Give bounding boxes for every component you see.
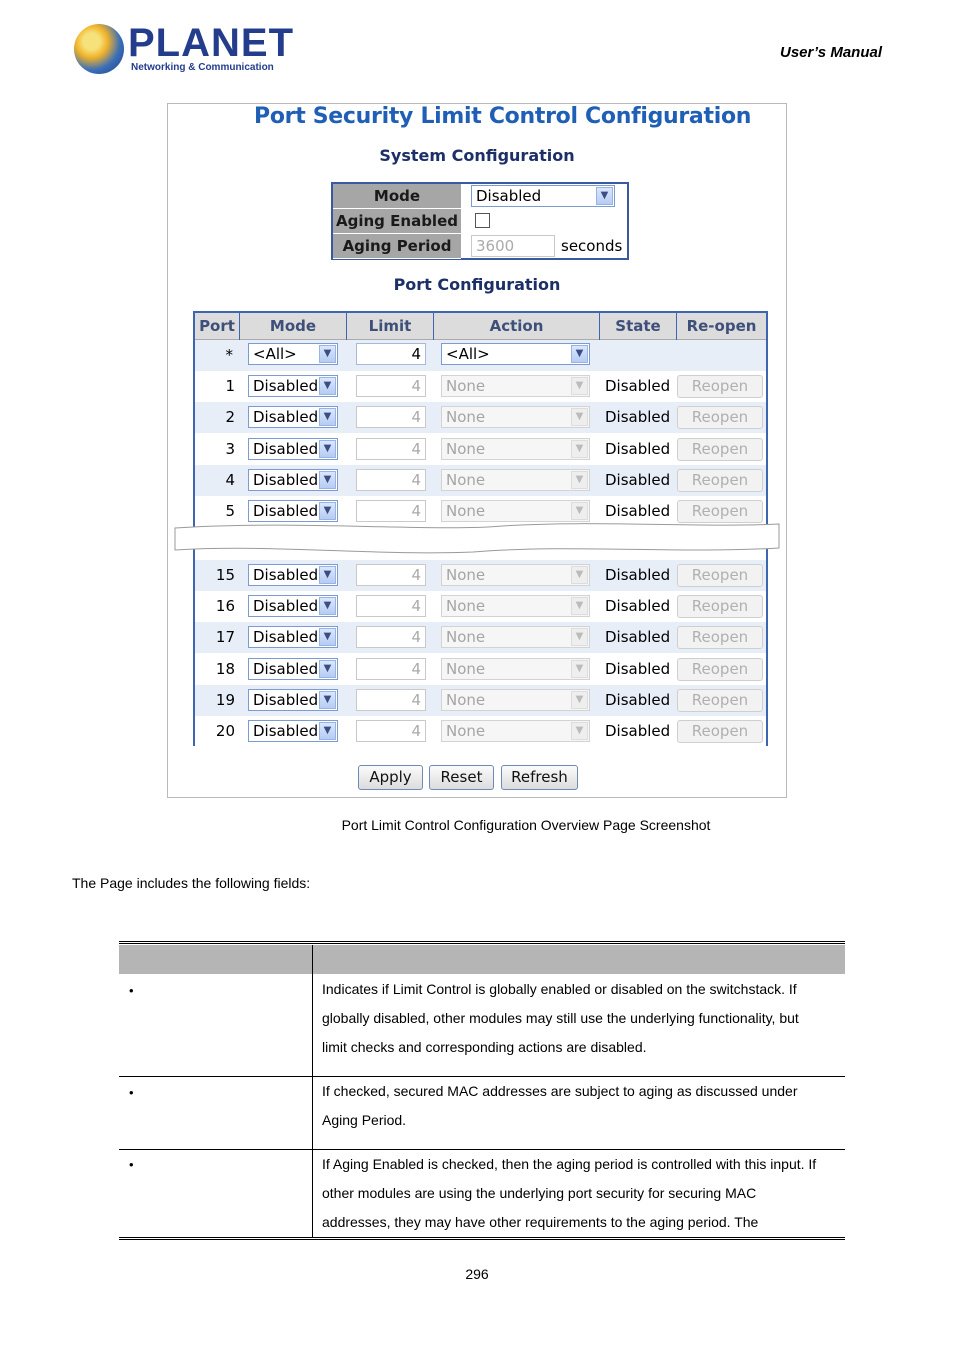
brand-name: PLANET [128,21,294,65]
col-port: Port [195,313,240,340]
field-description [322,1150,837,1237]
table-top-rule [119,941,845,944]
port-config-heading: Port Configuration [393,275,561,294]
mode-all-value: <All> [253,345,297,363]
chevron-down-icon: ▼ [571,377,588,395]
table-row [195,716,766,747]
table-row [195,591,766,622]
column-divider [312,945,313,1238]
port-number: 20 [215,722,235,740]
action-all-select[interactable] [441,343,590,365]
mode-select[interactable] [471,185,615,207]
mode-select[interactable] [248,406,338,428]
mode-all-select[interactable] [248,343,338,365]
mode-select-value: Disabled [253,597,319,615]
port-number: 2 [225,408,235,426]
chevron-down-icon: ▼ [319,660,336,678]
port-state: Disabled [605,628,671,646]
action-select[interactable] [441,626,590,648]
table-row [195,465,766,496]
chevron-down-icon: ▼ [319,597,336,615]
port-number: 18 [215,660,235,678]
chevron-down-icon: ▼ [319,628,336,646]
action-select[interactable] [441,595,590,617]
mode-select-value: Disabled [253,691,319,709]
chevron-down-icon: ▼ [319,566,336,584]
mode-select[interactable] [248,375,338,397]
col-action: Action [434,313,600,340]
mode-select[interactable] [248,564,338,586]
planet-logo [74,21,294,78]
reopen-button[interactable]: Reopen [677,438,763,461]
description-line: other modules are using the underlying port security for securing MAC [322,1185,757,1201]
limit-input[interactable]: 4 [356,658,426,680]
chevron-down-icon: ▼ [319,502,336,520]
description-line: Aging Period. [322,1112,407,1128]
limit-input[interactable]: 4 [356,469,426,491]
action-select[interactable] [441,406,590,428]
action-select-value: None [446,566,486,584]
mode-select[interactable] [248,500,338,522]
mode-select-value: Disabled [253,440,319,458]
action-select-value: None [446,660,486,678]
chevron-down-icon: ▼ [571,660,588,678]
chevron-down-icon: ▼ [571,628,588,646]
mode-select-value: Disabled [253,722,319,740]
limit-all-input[interactable]: 4 [356,343,426,365]
mode-select[interactable] [248,595,338,617]
port-number: 4 [225,471,235,489]
reopen-button[interactable]: Reopen [677,626,763,649]
aging-period-unit: seconds [561,237,623,255]
reopen-button[interactable]: Reopen [677,406,763,429]
aging-period-input[interactable]: 3600 [471,235,555,257]
port-number: 3 [225,440,235,458]
chevron-down-icon: ▼ [571,440,588,458]
brand-tagline: Networking & Communication [131,62,274,73]
action-select[interactable] [441,500,590,522]
action-all-value: <All> [446,345,490,363]
limit-input[interactable]: 4 [356,720,426,742]
port-state: Disabled [605,597,671,615]
table-row [195,434,766,465]
reset-button[interactable]: Reset [429,765,494,790]
reopen-button[interactable]: Reopen [677,469,763,492]
reopen-button[interactable]: Reopen [677,595,763,618]
manual-label: User’s Manual [780,44,882,61]
mode-select[interactable] [248,658,338,680]
table-header-band [119,945,845,974]
table-break-separator [173,522,781,556]
chevron-down-icon: ▼ [571,691,588,709]
mode-select[interactable] [248,626,338,648]
table-row-all [195,340,766,371]
mode-select[interactable] [248,720,338,742]
description-line: limit checks and corresponding actions are disabled. [322,1039,647,1055]
bullet: • [129,1085,134,1100]
mode-label: Mode [333,184,461,209]
description-line: addresses, they may have other requirements to the aging period. The [322,1214,759,1230]
table-row [195,371,766,402]
port-number: 15 [215,566,235,584]
action-select[interactable] [441,564,590,586]
mode-select-value: Disabled [253,408,319,426]
limit-input[interactable]: 4 [356,689,426,711]
chevron-down-icon: ▼ [596,187,613,205]
chevron-down-icon: ▼ [319,722,336,740]
aging-period-label: Aging Period [333,234,461,259]
chevron-down-icon: ▼ [319,691,336,709]
limit-input[interactable]: 4 [356,626,426,648]
reopen-button[interactable]: Reopen [677,375,763,398]
chevron-down-icon: ▼ [571,566,588,584]
port-state: Disabled [605,502,671,520]
table-header [195,313,766,340]
table-row [195,685,766,716]
action-select-value: None [446,471,486,489]
col-state: State [600,313,677,340]
action-select[interactable] [441,469,590,491]
bullet: • [129,983,134,998]
port-state: Disabled [605,471,671,489]
port-state: Disabled [605,440,671,458]
description-line: If Aging Enabled is checked, then the aging period is controlled with this input. If [322,1156,817,1172]
page-title: Port Security Limit Control Configuration [254,104,752,129]
port-state: Disabled [605,566,671,584]
port-state: Disabled [605,691,671,709]
limit-input[interactable]: 4 [356,406,426,428]
description-line: Indicates if Limit Control is globally enabled or disabled on the switchstack. If [322,981,797,997]
page-number: 296 [465,1266,489,1282]
mode-select-value: Disabled [476,187,542,205]
col-limit: Limit [347,313,434,340]
table-row [195,654,766,685]
port-state: Disabled [605,660,671,678]
field-description [322,1077,837,1135]
chevron-down-icon: ▼ [571,502,588,520]
port-number: 19 [215,691,235,709]
mode-select[interactable] [248,469,338,491]
system-config-table [331,182,629,260]
mode-select-value: Disabled [253,628,319,646]
mode-select-value: Disabled [253,566,319,584]
chevron-down-icon: ▼ [319,377,336,395]
action-select[interactable] [441,658,590,680]
chevron-down-icon: ▼ [571,345,588,363]
table-row [195,622,766,653]
action-select-value: None [446,597,486,615]
reopen-button[interactable]: Reopen [677,500,763,523]
mode-select[interactable] [248,689,338,711]
action-select-value: None [446,502,486,520]
globe-icon [74,24,124,74]
action-select[interactable] [441,375,590,397]
mode-select-value: Disabled [253,377,319,395]
action-select-value: None [446,440,486,458]
intro-text: The Page includes the following fields: [72,875,311,891]
table-bottom-rule [119,1237,845,1240]
description-line: globally disabled, other modules may still use the underlying functionality, but [322,1010,799,1026]
description-line: If checked, secured MAC addresses are subject to aging as discussed under [322,1083,798,1099]
action-select[interactable] [441,720,590,742]
table-row [195,560,766,591]
action-select[interactable] [441,438,590,460]
figure-caption: Port Limit Control Configuration Overview Page Screenshot [341,817,711,833]
action-select-value: None [446,722,486,740]
chevron-down-icon: ▼ [571,722,588,740]
chevron-down-icon: ▼ [319,408,336,426]
reopen-button[interactable]: Reopen [677,689,763,712]
port-number: 1 [225,377,235,395]
mode-select-value: Disabled [253,471,319,489]
chevron-down-icon: ▼ [319,345,336,363]
port-number: 16 [215,597,235,615]
port-number: 17 [215,628,235,646]
system-config-heading: System Configuration [379,146,575,165]
action-select-value: None [446,408,486,426]
port-state: Disabled [605,377,671,395]
col-mode: Mode [240,313,347,340]
refresh-button[interactable]: Refresh [501,765,578,790]
port-number: 5 [225,502,235,520]
reopen-button[interactable]: Reopen [677,658,763,681]
chevron-down-icon: ▼ [571,408,588,426]
aging-enabled-checkbox[interactable] [475,213,490,228]
mode-select-value: Disabled [253,660,319,678]
action-select-value: None [446,628,486,646]
chevron-down-icon: ▼ [319,440,336,458]
bullet: • [129,1157,134,1172]
reopen-button[interactable]: Reopen [677,720,763,743]
mode-select[interactable] [248,438,338,460]
reopen-button[interactable]: Reopen [677,564,763,587]
chevron-down-icon: ▼ [319,471,336,489]
limit-input[interactable]: 4 [356,500,426,522]
config-screenshot [167,103,787,798]
action-select-value: None [446,377,486,395]
action-select[interactable] [441,689,590,711]
limit-input[interactable]: 4 [356,564,426,586]
port-state: Disabled [605,722,671,740]
limit-input[interactable]: 4 [356,375,426,397]
aging-enabled-label: Aging Enabled [333,209,461,234]
port-state: Disabled [605,408,671,426]
mode-select-value: Disabled [253,502,319,520]
limit-input[interactable]: 4 [356,595,426,617]
limit-input[interactable]: 4 [356,438,426,460]
port-number: * [225,346,233,364]
field-description [322,975,837,1062]
table-row [195,402,766,433]
col-reopen: Re-open [686,317,757,335]
chevron-down-icon: ▼ [571,597,588,615]
apply-button[interactable]: Apply [358,765,423,790]
action-select-value: None [446,691,486,709]
chevron-down-icon: ▼ [571,471,588,489]
